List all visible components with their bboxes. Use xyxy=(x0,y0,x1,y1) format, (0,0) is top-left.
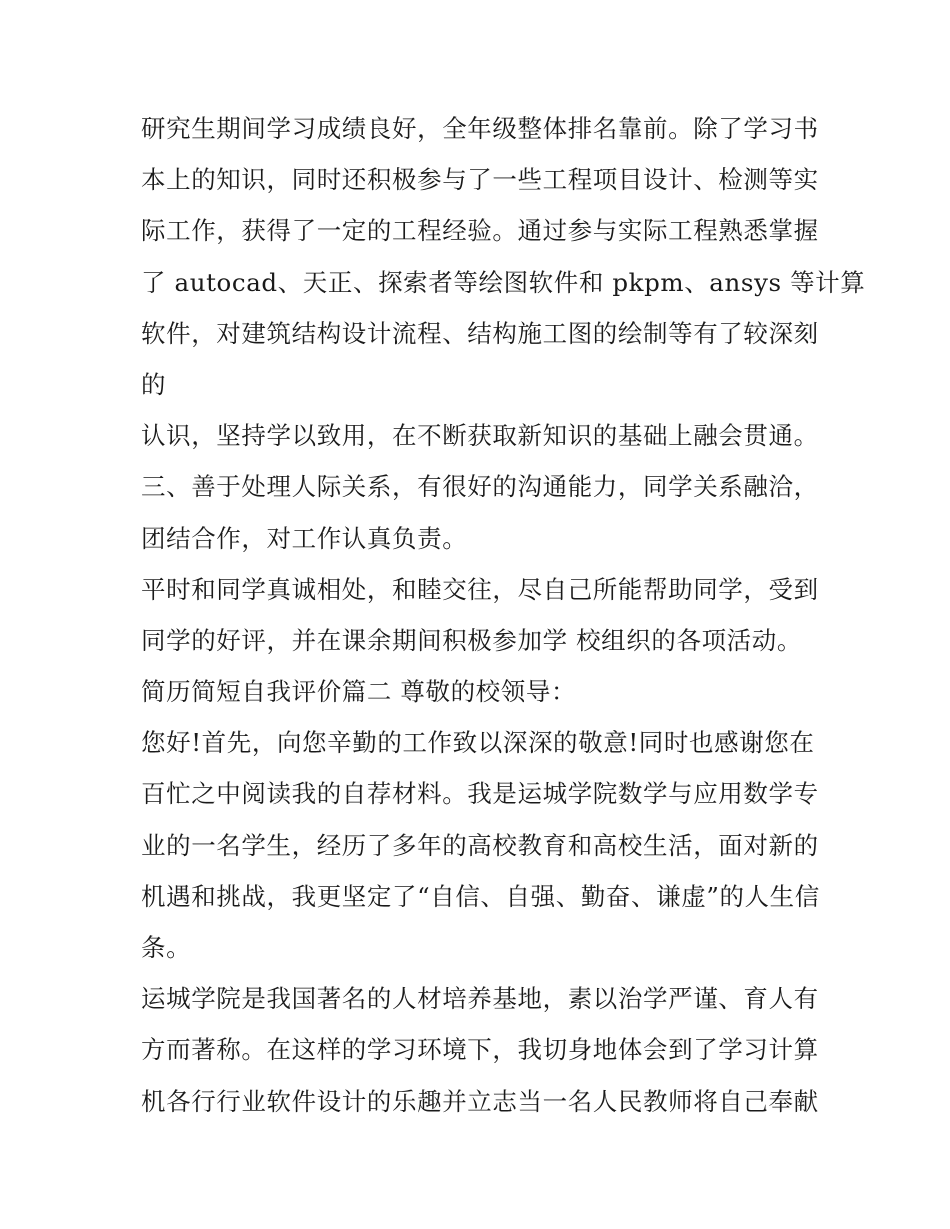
text-line: 百忙之中阅读我的自荐材料。我是运城学院数学与应用数学专 xyxy=(141,779,819,809)
text-line: 软件，对建筑结构设计流程、结构施工图的绘制等有了较深刻 xyxy=(141,318,819,348)
text-line: 条。 xyxy=(141,933,192,962)
text-line: 际工作，获得了一定的工程经验。通过参与实际工程熟悉掌握 xyxy=(141,216,819,246)
text-line: 机各行行业软件设计的乐趣并立志当一名人民教师将自己奉献 xyxy=(141,1086,819,1116)
text-line: 运城学院是我国著名的人材培养基地，素以治学严谨、育人有 xyxy=(141,984,819,1014)
section-heading: 简历简短自我评价篇二 尊敬的校领导： xyxy=(141,677,577,707)
text-line: 的 xyxy=(141,369,167,399)
text-line: 认识，坚持学以致用，在不断获取新知识的基础上融会贯通。 xyxy=(141,421,819,451)
text-line: 业的一名学生，经历了多年的高校教育和高校生活，面对新的 xyxy=(141,830,819,860)
document-body xyxy=(141,103,866,1127)
text-line: 机遇和挑战，我更坚定了“自信、自强、勤奋、谦虚”的人生信 xyxy=(141,881,820,911)
text-line: 团结合作，对工作认真负责。 xyxy=(141,523,468,553)
text-line: 了 autocad、天正、探索者等绘图软件和 pkpm、ansys 等计算 xyxy=(141,267,866,297)
text-line: 本上的知识，同时还积极参与了一些工程项目设计、检测等实 xyxy=(141,165,819,195)
text-line: 您好!首先，向您辛勤的工作致以深深的敬意!同时也感谢您在 xyxy=(141,728,815,758)
text-line: 研究生期间学习成绩良好，全年级整体排名靠前。除了学习书 xyxy=(141,114,819,143)
text-line: 平时和同学真诚相处，和睦交往，尽自己所能帮助同学，受到 xyxy=(141,574,819,604)
text-line: 同学的好评，并在课余期间积极参加学 校组织的各项活动。 xyxy=(141,625,802,655)
text-line: 三、善于处理人际关系，有很好的沟通能力，同学关系融洽， xyxy=(141,472,819,502)
text-line: 方而著称。在这样的学习环境下，我切身地体会到了学习计算 xyxy=(141,1035,819,1065)
